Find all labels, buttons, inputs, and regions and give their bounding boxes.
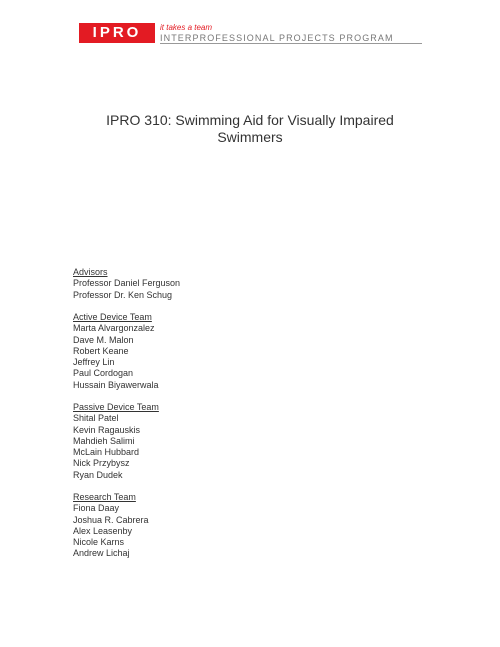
title-line-2: Swimmers bbox=[217, 129, 283, 145]
team-member: Hussain Biyawerwala bbox=[73, 379, 159, 390]
team-member: Robert Keane bbox=[73, 345, 129, 356]
team-member: Alex Leasenby bbox=[73, 525, 133, 536]
ipro-logo: IPRO bbox=[79, 23, 155, 43]
team-member: Ryan Dudek bbox=[73, 469, 123, 480]
team-heading: Active Device Team bbox=[73, 312, 152, 322]
title-line-1: IPRO 310: Swimming Aid for Visually Impaired bbox=[106, 112, 394, 128]
team-member: Andrew Lichaj bbox=[73, 548, 130, 559]
team-member: Jeffrey Lin bbox=[73, 357, 115, 367]
team-member: Nicole Karns bbox=[73, 537, 125, 547]
team-heading: Research Team bbox=[73, 492, 136, 502]
team-research bbox=[73, 492, 191, 560]
team-member: Shital Patel bbox=[73, 413, 119, 424]
team-active-device bbox=[73, 312, 191, 391]
team-member: Mahdieh Salimi bbox=[73, 435, 135, 446]
document-title bbox=[60, 112, 440, 146]
team-member: Marta Alvargonzalez bbox=[73, 323, 155, 334]
team-member: Joshua R. Cabrera bbox=[73, 514, 149, 525]
team-member: Professor Dr. Ken Schug bbox=[73, 289, 173, 300]
team-list bbox=[73, 267, 191, 571]
team-member: Dave M. Malon bbox=[73, 334, 134, 345]
team-member: McLain Hubbard bbox=[73, 447, 140, 457]
team-member: Professor Daniel Ferguson bbox=[73, 278, 181, 289]
team-advisors bbox=[73, 267, 191, 301]
program-name: INTERPROFESSIONAL PROJECTS PROGRAM bbox=[160, 33, 394, 43]
team-passive-device bbox=[73, 402, 191, 481]
team-member: Kevin Ragauskis bbox=[73, 424, 141, 435]
team-member: Fiona Daay bbox=[73, 503, 120, 514]
team-heading: Advisors bbox=[73, 267, 108, 277]
header-divider bbox=[160, 43, 422, 44]
team-member: Nick Przybysz bbox=[73, 458, 130, 469]
team-heading: Passive Device Team bbox=[73, 402, 159, 412]
logo-tagline: it takes a team bbox=[160, 23, 213, 32]
team-member: Paul Cordogan bbox=[73, 368, 134, 379]
